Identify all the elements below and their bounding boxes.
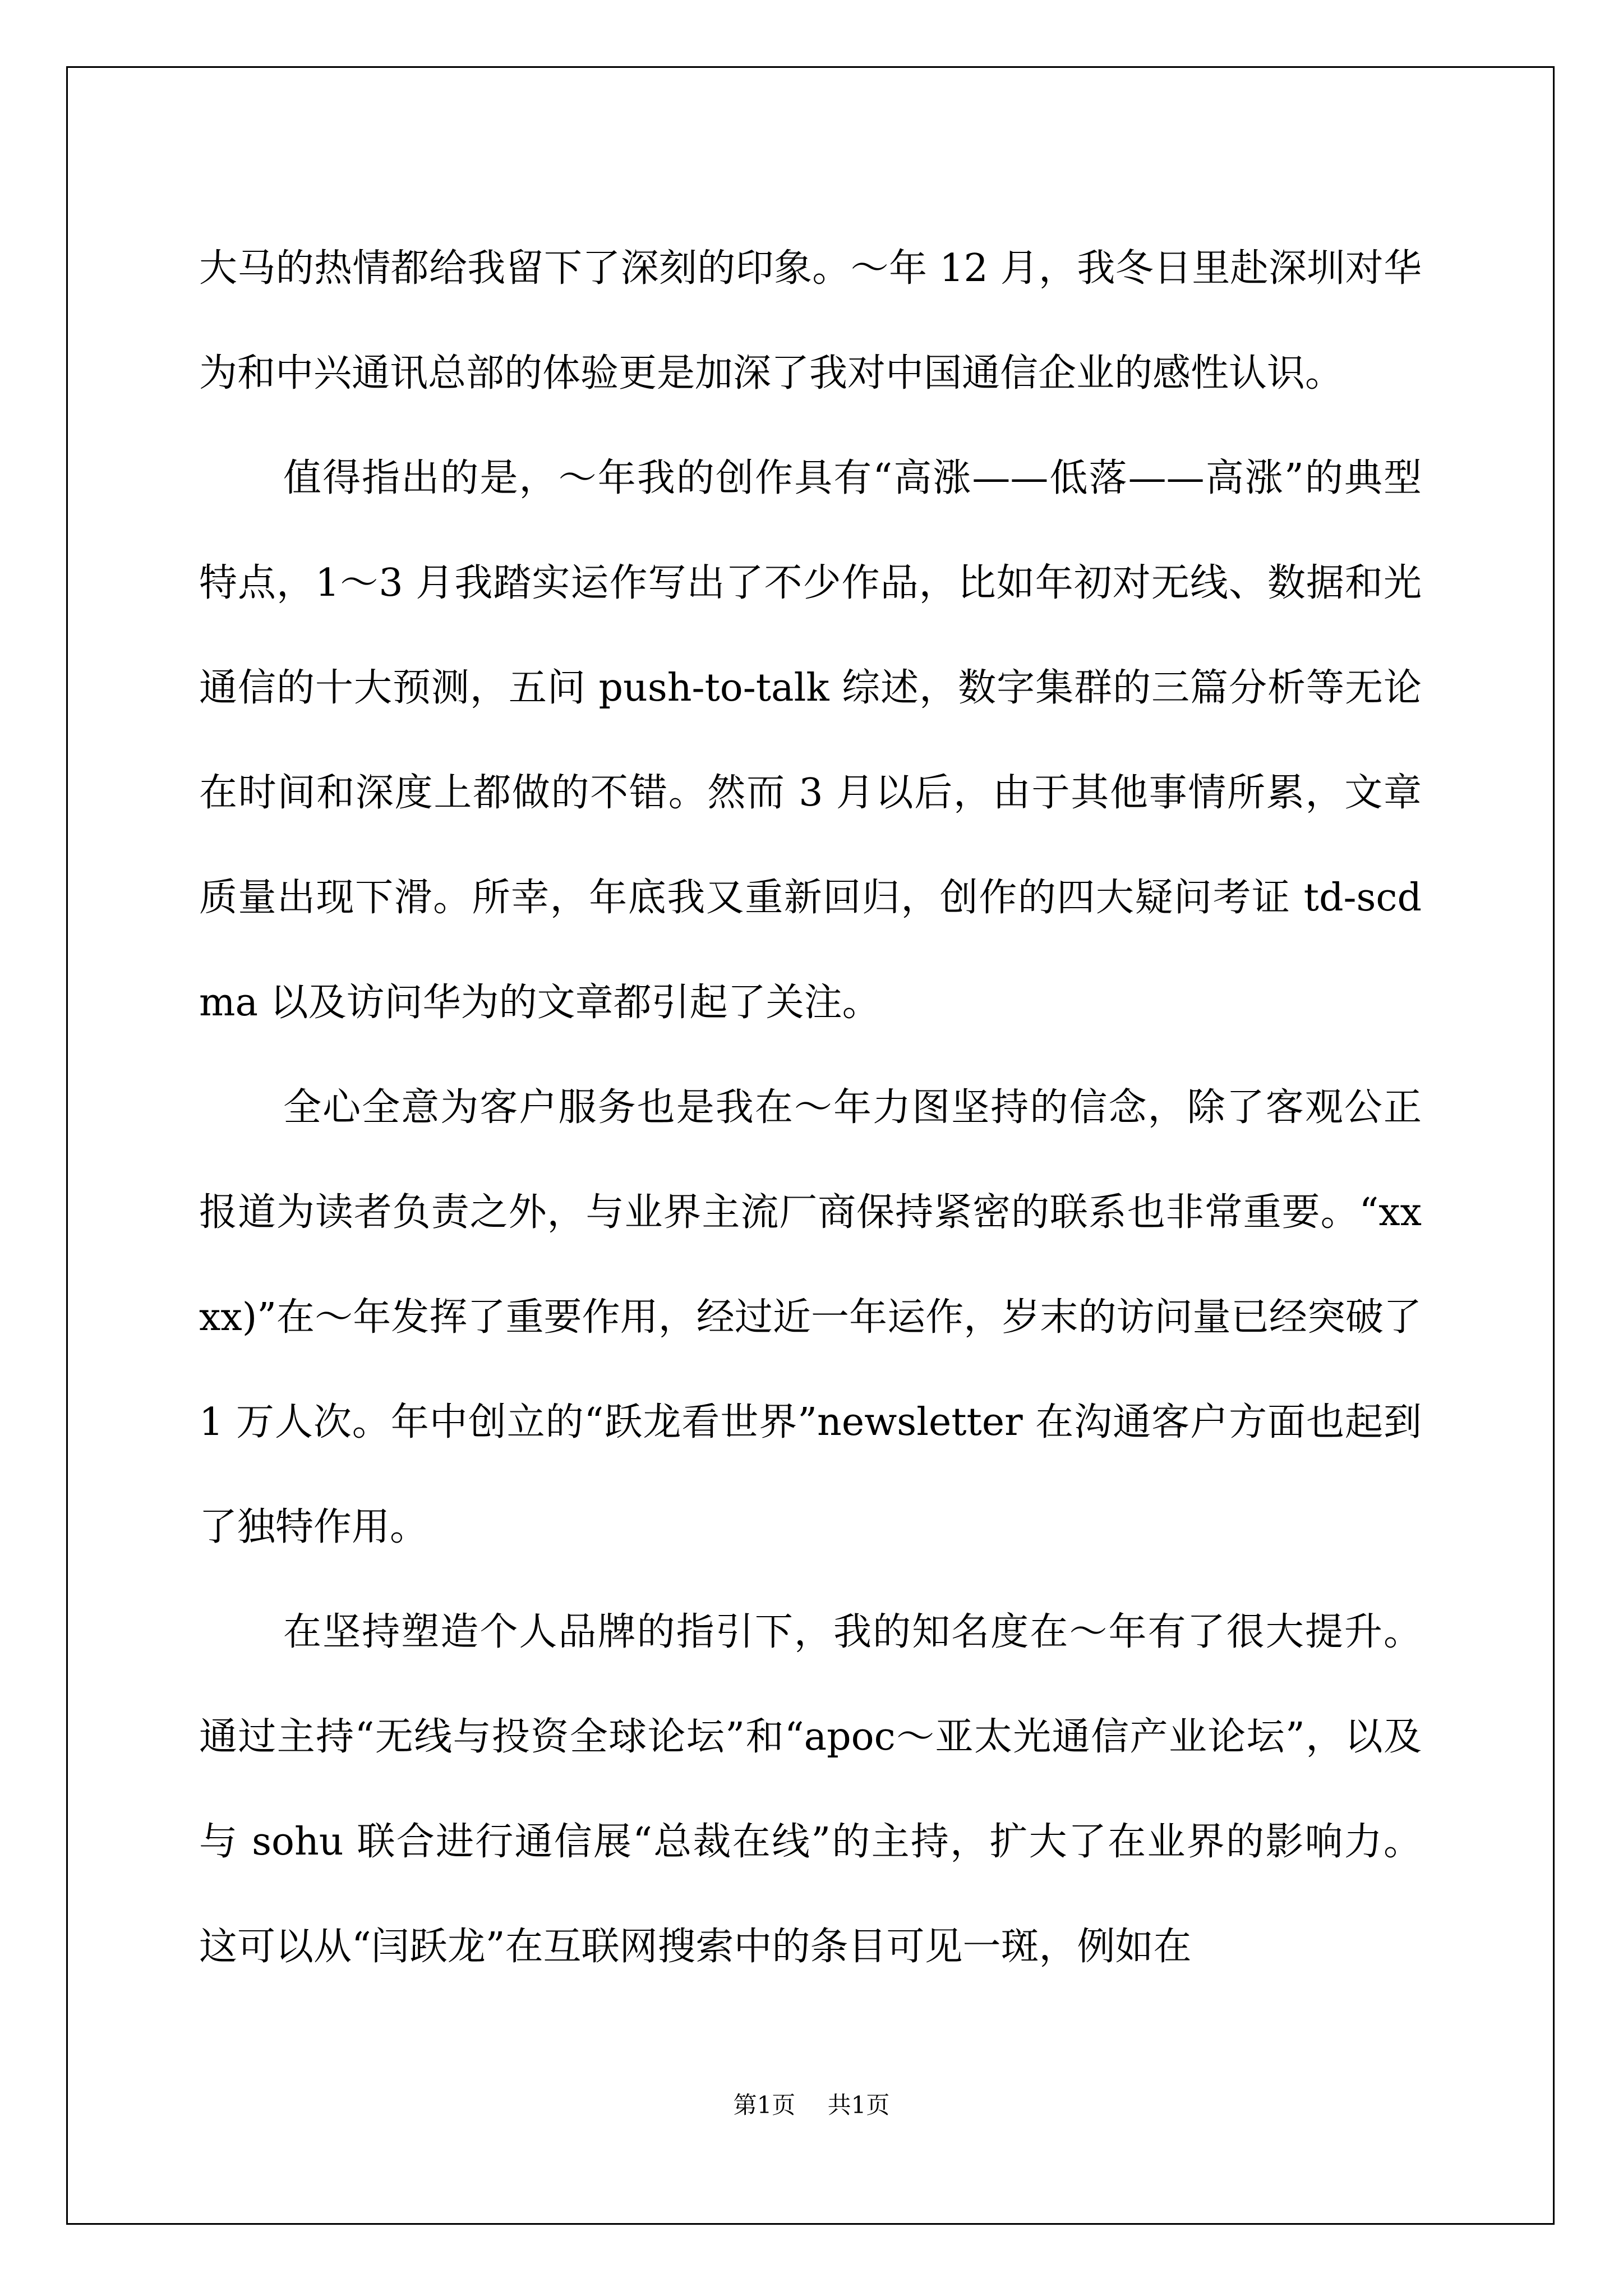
paragraph-2: 值得指出的是，～年我的创作具有“高涨——低落——高涨”的典型特点，1～3 月我踏实运作写出了不少作品，比如年初对无线、数据和光通信的十大预测，五问 push-to-talk 综述，数字集群的三篇分析等无论在时间和深度上都做的不错。然而 3 月以后，由于其他事情所累，文章质量出现下滑。所幸，年底我又重新回归，创作的四大疑问考证 td-scdma 以及访问华为的文章都引起了关注。: [199, 456, 1422, 1025]
page-number-total: 共1页: [827, 2091, 890, 2119]
page-footer: [0, 2087, 1623, 2120]
document-body: [199, 216, 1422, 1999]
paragraph-4: 在坚持塑造个人品牌的指引下，我的知名度在～年有了很大提升。通过主持“无线与投资全球论坛”和“apoc～亚太光通信产业论坛”，以及与 sohu 联合进行通信展“总裁在线”的主持，扩大了在业界的影响力。这可以从“闫跃龙”在互联网搜索中的条目可见一斑，例如在: [199, 1610, 1422, 1969]
paragraph-3: 全心全意为客户服务也是我在～年力图坚持的信念，除了客观公正报道为读者负责之外，与业界主流厂商保持紧密的联系也非常重要。“xxxx)”在～年发挥了重要作用，经过近一年运作，岁末的访问量已经突破了 1 万人次。年中创立的“跃龙看世界”newsletter 在沟通客户方面也起到了独特作用。: [199, 1085, 1422, 1549]
paragraph-1: 大马的热情都给我留下了深刻的印象。～年 12 月，我冬日里赴深圳对华为和中兴通讯总部的体验更是加深了我对中国通信企业的感性认识。: [199, 246, 1422, 395]
page-number-current: 第1页: [733, 2091, 796, 2119]
